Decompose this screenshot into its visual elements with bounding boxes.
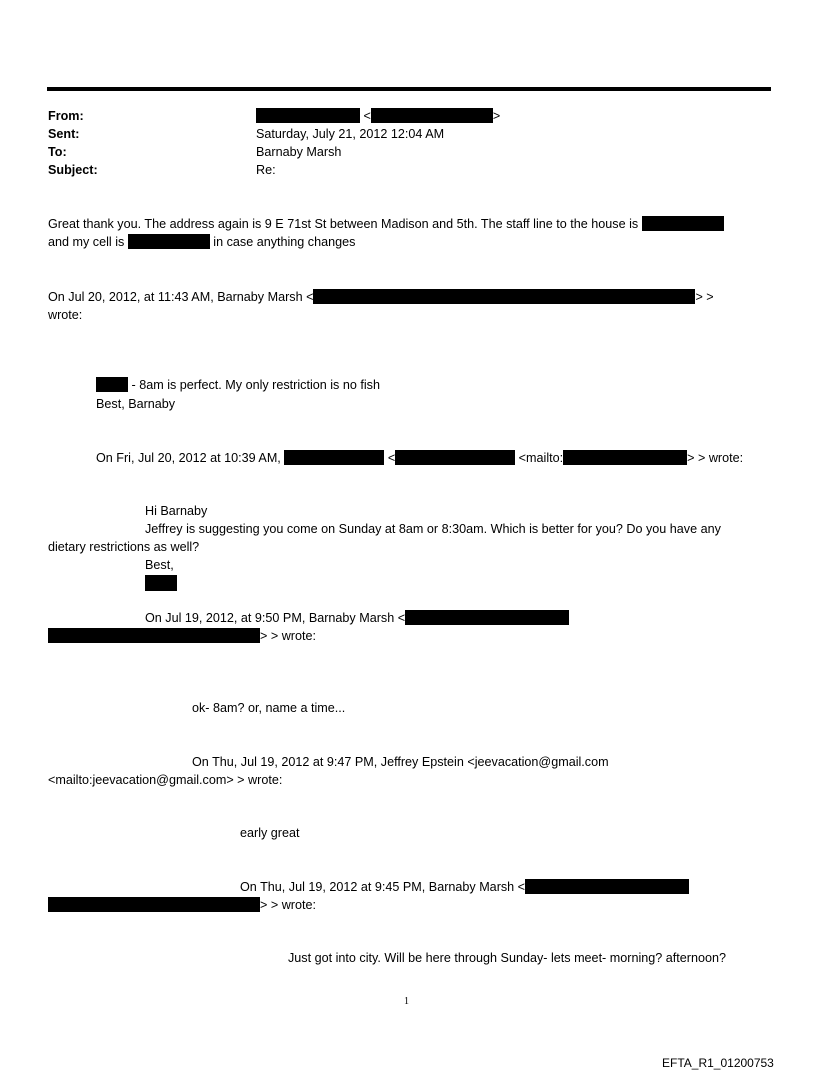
- quote-text: <: [387, 451, 396, 465]
- redaction-block: [313, 289, 695, 304]
- quote-header: [48, 289, 714, 305]
- from-label: From:: [48, 109, 84, 123]
- quote-text: <mailto:jeevacation@gmail.com> > wrote:: [48, 773, 283, 787]
- signature-redaction: [145, 575, 177, 593]
- quote-text: > > wrote:: [260, 898, 317, 912]
- quote-header: [240, 879, 689, 895]
- body-text: Just got into city. Will be here through Sunday- lets meet- morning? afternoon?: [288, 951, 726, 965]
- quote-text: On Fri, Jul 20, 2012 at 10:39 AM,: [96, 451, 281, 465]
- redaction-block: [256, 108, 360, 123]
- quote-text: On Jul 20, 2012, at 11:43 AM, Barnaby Marsh <: [48, 290, 314, 304]
- quote-text: On Thu, Jul 19, 2012 at 9:47 PM, Jeffrey Epstein <jeevacation@gmail.com: [192, 755, 609, 769]
- body-text: Jeffrey is suggesting you come on Sunday at 8am or 8:30am. Which is better for you? Do you have any: [145, 522, 721, 536]
- redaction-block: [525, 879, 689, 894]
- quote-header: [96, 450, 743, 466]
- quote-text: On Thu, Jul 19, 2012 at 9:45 PM, Barnaby Marsh <: [240, 880, 526, 894]
- redaction-block: [405, 610, 569, 625]
- angle-open: <: [363, 109, 371, 123]
- subject-value: Re:: [256, 163, 276, 177]
- redaction-block: [145, 575, 177, 591]
- sent-value: Saturday, July 21, 2012 12:04 AM: [256, 127, 445, 141]
- body-text: and my cell is: [48, 235, 125, 249]
- redaction-block: [284, 450, 384, 465]
- body-text: Great thank you. The address again is 9 E 71st St between Madison and 5th. The staff line to the house is: [48, 217, 639, 231]
- redaction-block: [96, 377, 128, 392]
- bates-number: EFTA_R1_01200753: [662, 1056, 774, 1070]
- body-text: early great: [240, 826, 300, 840]
- redaction-block: [48, 897, 260, 912]
- quote-text: > > wrote:: [260, 629, 317, 643]
- sent-label: Sent:: [48, 127, 80, 141]
- quote-text: > > wrote:: [687, 451, 744, 465]
- redaction-block: [128, 234, 210, 249]
- redaction-block: [371, 108, 493, 123]
- redaction-block: [395, 450, 515, 465]
- quote-text: > >: [695, 290, 714, 304]
- body-text: dietary restrictions as well?: [48, 540, 200, 554]
- quote-text: <mailto:: [518, 451, 564, 465]
- body-text: Best, Barnaby: [96, 397, 176, 411]
- body-text: Hi Barnaby: [145, 504, 208, 518]
- body-text: in case anything changes: [213, 235, 356, 249]
- body-line: [48, 234, 355, 250]
- quote-text: On Jul 19, 2012, at 9:50 PM, Barnaby Marsh <: [145, 611, 406, 625]
- body-text: ok- 8am? or, name a time...: [192, 701, 346, 715]
- angle-close: >: [492, 109, 501, 123]
- to-value: Barnaby Marsh: [256, 145, 342, 159]
- quote-text: wrote:: [48, 308, 83, 322]
- subject-label: Subject:: [48, 163, 98, 177]
- quote-header-cont: [48, 628, 316, 644]
- body-text: - 8am is perfect. My only restriction is no fish: [131, 378, 380, 392]
- redaction-block: [563, 450, 687, 465]
- page-number: 1: [404, 996, 409, 1007]
- quote-header: [145, 610, 569, 626]
- redaction-block: [642, 216, 724, 231]
- from-value: [256, 108, 500, 124]
- body-line: [96, 377, 380, 393]
- quote-header-cont: [48, 897, 316, 913]
- to-label: To:: [48, 145, 67, 159]
- header-rule: [47, 87, 771, 91]
- body-text: Best,: [145, 558, 174, 572]
- redaction-block: [48, 628, 260, 643]
- body-line: [48, 216, 724, 232]
